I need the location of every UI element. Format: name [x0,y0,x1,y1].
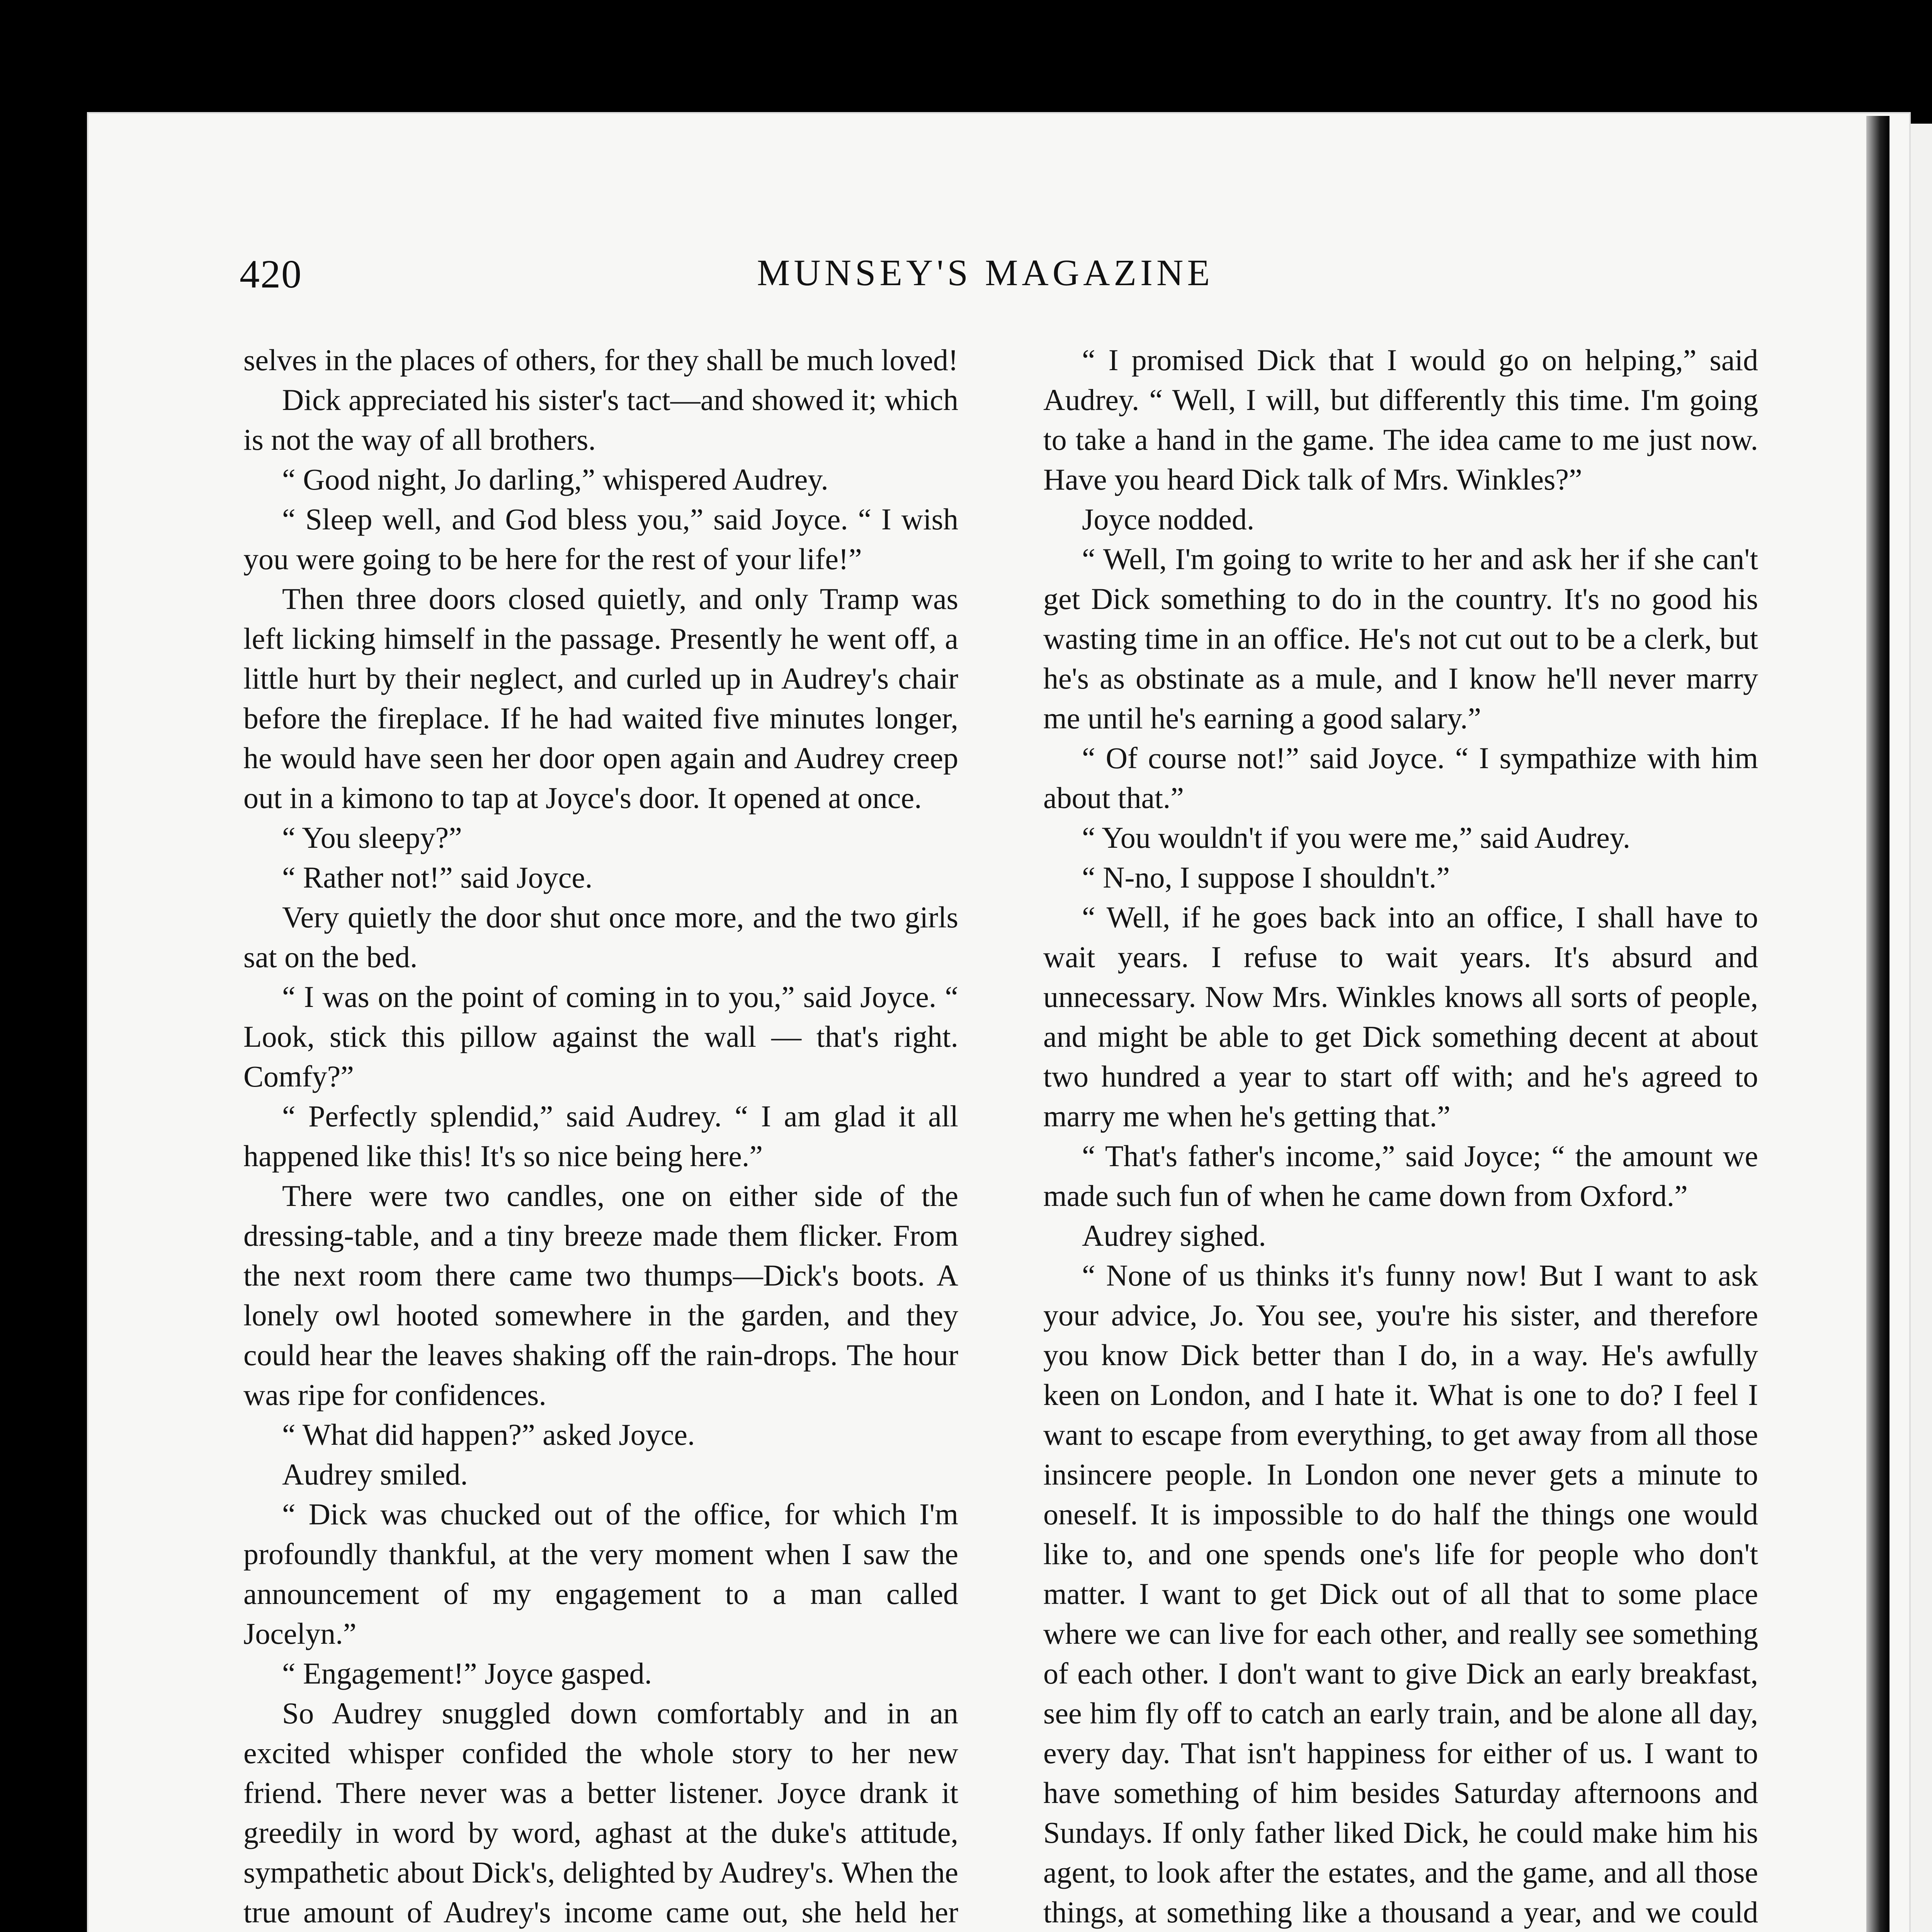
paragraph: “ None of us thinks it's funny now! But I want to ask your advice, Jo. You see, you're his sister, and therefore you know Dick better than I do, in a way. He's awfully keen on London, and I hate it. What is one to do? I feel I want to escape from everything, to get away from all those insincere people. In London one never gets a minute to oneself. It is impossible to do half the things one would like to, and one spends one's life for people who don't matter. I want to get Dick out of all that to some place where we can live for each other, and really see something of each other. I don't want to give Dick an early breakfast, see him fly off to catch an early train, and be alone all day, every day. That isn't happiness for either of us. I want to have something of him besides Saturday afternoons and Sundays. If only father liked Dick, he could make him his agent, to look after the estates, and the game, and all those things, at something like a thousand a year, and we could [1043,1259,1758,1929]
paragraph: “ Perfectly splendid,” said Audrey. “ I am glad it all happened like this! It's so nice being here.” [243,1099,958,1173]
paragraph: Very quietly the door shut once more, and the two girls sat on the bed. [243,900,958,974]
paragraph: “ Rather not!” said Joyce. [282,861,593,894]
left-column [243,340,958,1932]
paragraph: Dick appreciated his sister's tact—and showed it; which is not the way of all brothers. [243,383,958,456]
paragraph: “ Of course not!” said Joyce. “ I sympathize with him about that.” [1043,741,1758,815]
paragraph: Then three doors closed quietly, and only Tramp was left licking himself in the passage. Presently he went off, a little hurt by their neglect, and curled up in Audrey's chair before the fireplace. If he had waited five minutes longer, he would have seen her door open again and Audrey creep out in a kimono to tap at Joyce's door. It opened at once. [243,582,958,815]
paragraph: “ What did happen?” asked Joyce. [282,1418,695,1451]
paragraph: selves in the places of others, for they shall be much loved! [243,343,958,377]
gutter-shadow [1866,116,1889,1932]
paragraph: “ You wouldn't if you were me,” said Audrey. [1082,821,1631,854]
paragraph: So Audrey snuggled down comfortably and in an excited whisper confided the whole story to her new friend. There never was a better listener. Joyce drank it greedily in word by word, aghast at the duke's attitude, sympathetic about Dick's, delighted by Audrey's. When the true amount of Audrey's income came out, she held her [243,1696,958,1929]
paragraph: “ Well, I'm going to write to her and ask her if she can't get Dick something to do in the country. It's no good his wasting time in an office. He's not cut out to be a clerk, but he's as obstinate as a mule, and I know he'll never marry me until he's earning a good salary.” [1043,542,1758,735]
paragraph: “ Well, if he goes back into an office, I shall have to wait years. I refuse to wait years. It's absurd and unnecessary. Now Mrs. Winkles knows all sorts of people, and might be able to get Dick something decent at about two hundred a year to start off with; and he's agreed to marry me when he's getting that.” [1043,900,1758,1133]
page-header [240,251,1731,305]
paragraph: “ I was on the point of coming in to you,” said Joyce. “ Look, stick this pillow against the wall — that's right. Comfy?” [243,980,958,1093]
page-number: 420 [240,252,302,296]
paragraph: “ You sleepy?” [282,821,462,854]
paragraph: “ Engagement!” Joyce gasped. [282,1656,652,1690]
paragraph: There were two candles, one on either side of the dressing-table, and a tiny breeze made them flicker. From the next room there came two thumps—Dick's boots. A lonely owl hooted somewhere in the garden, and they could hear the leaves shaking off the rain-drops. The hour was ripe for confidences. [243,1179,958,1412]
paragraph: “ N-no, I suppose I shouldn't.” [1082,861,1450,894]
paragraph: Audrey smiled. [282,1458,468,1491]
paragraph: Audrey sighed. [1082,1219,1266,1252]
paragraph: “ Good night, Jo darling,” whispered Audrey. [282,463,828,496]
paragraph: “ That's father's income,” said Joyce; “ the amount we made such fun of when he came down from Oxford.” [1043,1139,1758,1213]
running-head: MUNSEY'S MAGAZINE [757,252,1214,293]
paragraph: “ Dick was chucked out of the office, for which I'm profoundly thankful, at the very moment when I saw the announcement of my engagement to a man called Jocelyn.” [243,1497,958,1650]
paragraph: “ I promised Dick that I would go on helping,” said Audrey. “ Well, I will, but differently this time. I'm going to take a hand in the game. The idea came to me just now. Have you heard Dick talk of Mrs. Winkles?” [1043,343,1758,496]
paragraph: Joyce nodded. [1082,502,1255,536]
paragraph: “ Sleep well, and God bless you,” said Joyce. “ I wish you were going to be here for the rest of your life!” [243,502,958,576]
right-column [1043,340,1758,1932]
